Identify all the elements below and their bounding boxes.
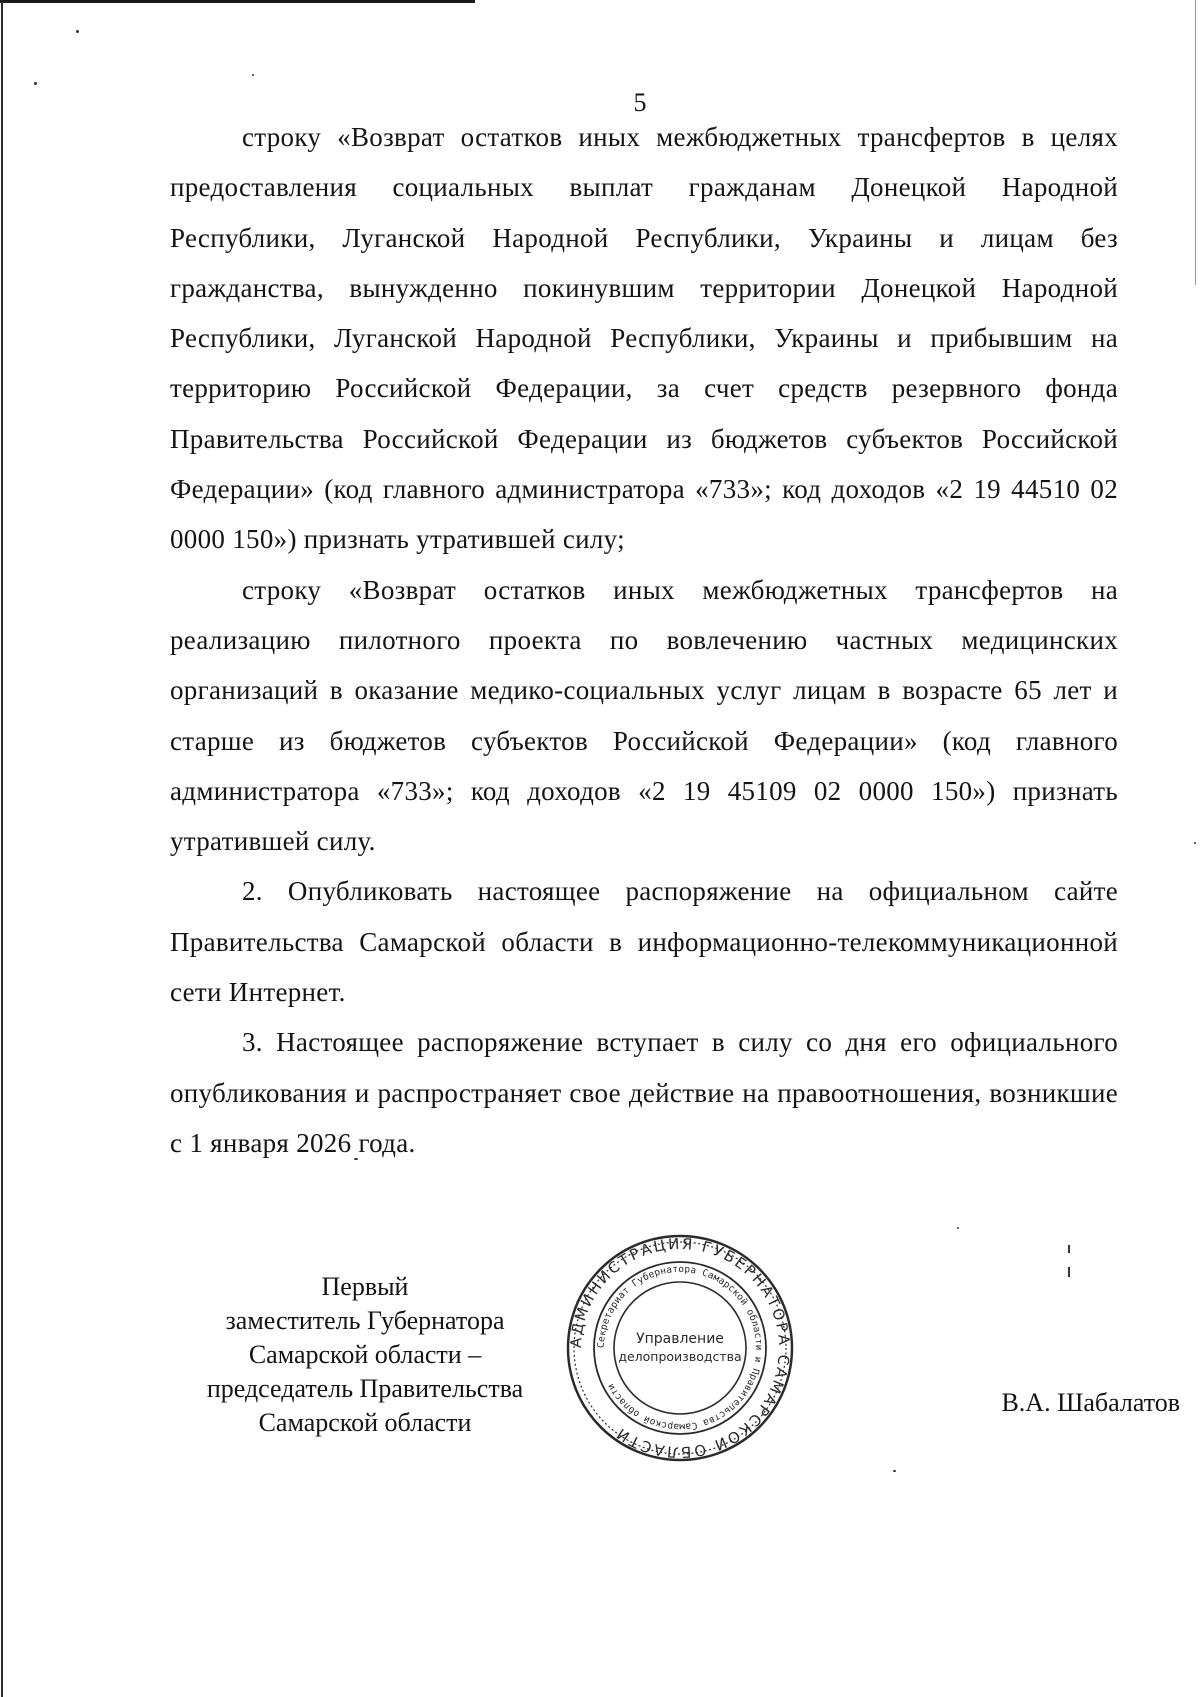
signer-title-line: Самарской области bbox=[258, 1408, 472, 1437]
scan-speck bbox=[1194, 842, 1196, 844]
stamp-inner-text: Секретариат Губернатора Самарской области и Правительства Самарской области bbox=[595, 1263, 765, 1433]
scan-speck bbox=[1068, 1245, 1070, 1253]
page-number: 5 bbox=[633, 88, 647, 117]
signer-title bbox=[180, 1270, 550, 1440]
scan-speck bbox=[1068, 1267, 1070, 1277]
scan-speck bbox=[893, 1470, 896, 1472]
stamp-middle-ring bbox=[594, 1262, 766, 1434]
paragraph-revoke-line-1: строку «Возврат остатков иных межбюджетных трансфертов в целях предоставления социальных выплат гражданам Донецкой Народной Республики, Луганской Народной Республики, Украины и лицам без гражданства, вынужденно покинувшим территории Донецкой Народной Республики, Луганской Народной Республики, Украины и прибывшим на территорию Российской Федерации, за счет средств резервного фонда Правительства Российской Федерации из бюджетов субъектов Российской Федерации» (код главного администратора «733»; код доходов «2 19 44510 02 0000 150») признать утратившей силу; bbox=[170, 122, 1118, 555]
stamp-center-line-1: Управление bbox=[636, 1331, 724, 1347]
scan-edge-left bbox=[1, 0, 3, 1697]
official-stamp bbox=[565, 1233, 795, 1463]
scan-speck bbox=[252, 74, 254, 76]
scan-speck bbox=[957, 1227, 959, 1229]
signatory-name: В.А. Шабалатов bbox=[1001, 1388, 1180, 1417]
signer-title-line: заместитель Губернатора bbox=[225, 1306, 505, 1335]
document-body bbox=[170, 112, 1118, 1168]
signer-title-line: Первый bbox=[321, 1272, 409, 1301]
paragraph-item-3: 3. Настоящее распоряжение вступает в силу со дня его официального опубликования и распространяет свое действие на правоотношения, возникшие с 1 января 2026 года. bbox=[170, 1027, 1118, 1158]
signer-title-line: Самарской области – bbox=[248, 1340, 482, 1369]
stamp-outer-text: АДМИНИСТРАЦИЯ ГУБЕРНАТОРА САМАРСКОЙ ОБЛАСТИ bbox=[566, 1234, 794, 1462]
stamp-center-line-2: делопроизводства bbox=[618, 1349, 742, 1364]
paragraph-revoke-line-2: строку «Возврат остатков иных межбюджетных трансфертов на реализацию пилотного проекта по вовлечению частных медицинских организаций в оказание медико-социальных услуг лицам в возрасте 65 лет и старше из бюджетов субъектов Российской Федерации» (код главного администратора «733»; код доходов «2 19 45109 02 0000 150») признать утратившей силу. bbox=[170, 574, 1118, 857]
paragraph-item-2: 2. Опубликовать настоящее распоряжение на официальном сайте Правительства Самарской области в информационно-телекоммуникационной сети Интернет. bbox=[170, 876, 1118, 1008]
stamp-inner-ring bbox=[614, 1282, 746, 1414]
scan-edge-right bbox=[1195, 0, 1196, 285]
scan-speck bbox=[34, 82, 37, 85]
scan-edge-top bbox=[0, 0, 475, 3]
signer-title-line: председатель Правительства bbox=[206, 1374, 524, 1403]
scan-speck bbox=[76, 30, 79, 33]
